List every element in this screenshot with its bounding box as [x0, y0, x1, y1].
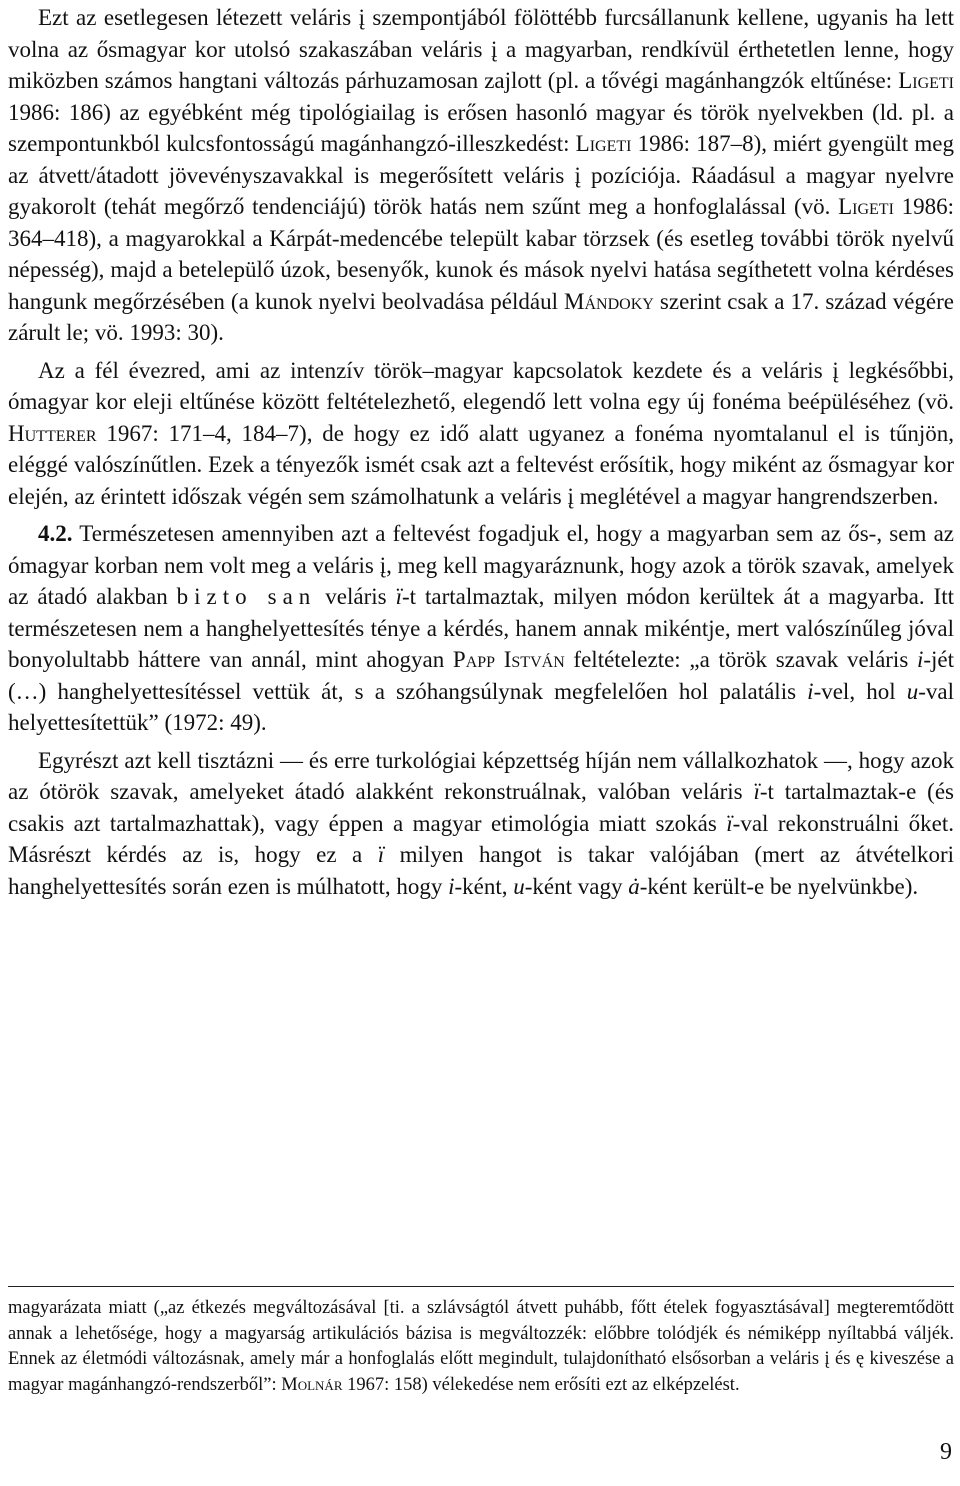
text: -t tartalmaztak-e (és csakis azt tartalmazhattak), vagy éppen a magyar etimológia miatt szokás [8, 779, 954, 836]
paragraph-2 [8, 355, 954, 513]
text: meglétével a magyar hangrendszerben. [573, 483, 939, 509]
phonetic-symbol: i [807, 678, 814, 704]
phonetic-symbol: u [513, 873, 525, 899]
text: -ként vagy [524, 873, 629, 899]
author-name: Ligeti [898, 68, 954, 93]
text: Ezt az esetlegesen létezett veláris [38, 5, 359, 30]
text: -t tartalmaztak, milyen módon kerültek át a magyarba. Itt természetesen nem a hanghelyettesítés ténye a kérdés, hanem annak mikéntje, mert valószínűleg jóval bonyolultabb háttere van annál, mint ahogyan [8, 584, 954, 672]
phonetic-symbol: ę [855, 1349, 865, 1369]
text: feltételezte: „a török szavak veláris [564, 647, 917, 672]
footnote-text [8, 1296, 954, 1398]
author-name: Molnár [281, 1374, 343, 1395]
phonetic-symbol: i [916, 647, 924, 672]
phonetic-symbol: į [824, 1349, 830, 1369]
author-name: Hutterer [8, 420, 97, 446]
text: veláris [316, 584, 396, 609]
text: Az a fél évezred, ami az intenzív török–magyar kapcsolatok kezdete és a veláris [38, 357, 833, 383]
text: Természetesen amennyiben azt a feltevést fogadjuk el, hogy a magyarban sem az ős-, sem az ómagyar korban nem volt meg a veláris [8, 521, 954, 578]
footnote [8, 1296, 954, 1398]
phonetic-symbol: į [491, 36, 498, 62]
phonetic-symbol: ȧ [628, 873, 640, 899]
phonetic-symbol: į [567, 483, 574, 509]
phonetic-symbol: į [379, 552, 387, 578]
text: 1967: 158) vélekedése nem erősíti ezt az elképzelést. [342, 1374, 740, 1395]
section-number: 4.2. [38, 521, 73, 546]
phonetic-symbol: i [448, 873, 455, 899]
text: -ként került-e be nyelvünkbe). [639, 873, 919, 899]
text: -val helyettesítettük” (1972: 49). [8, 678, 954, 735]
phonetic-symbol: u [906, 678, 919, 704]
text: -ként, [454, 873, 514, 899]
text: 1986: 186) az egyébként még tipológiailag is erősen hasonló magyar és török nyelvekben (ld. pl. a szempontunkból kulcsfontosságú magánhangzó-illeszkedést: [8, 99, 954, 156]
text: szerint csak a 17. század végére zárult le; vö. 1993: 30). [8, 288, 955, 345]
author-name: Ligeti [838, 194, 894, 219]
text: és [829, 1349, 856, 1369]
phonetic-symbol: ï [377, 842, 385, 867]
phonetic-symbol: į [832, 357, 839, 383]
text: 1986: 364–418), a magyarokkal a Kárpát-medencébe települt kabar törzsek (és esetleg további török nyelvű népesség), majd a betelepülő úzok, besenyők, kunok és mások nyelvi hatása segíthetett volna kérdéses hangunk megőrzésében (a kunok nyelvi beolvadása például [8, 194, 954, 314]
text: pozíciója. Ráadásul a magyar nyelvre gyakorolt (tehát megőrző tendenciájú) török hatás nem szűnt meg a honfoglalással (vö. [8, 162, 954, 219]
text: , meg kell magyaráznunk, hogy azok a török szavak, amelyek az átadó alakban [8, 552, 954, 609]
paragraph-1 [8, 2, 954, 349]
author-name: Mándoky [564, 288, 654, 314]
phonetic-symbol: į [574, 162, 581, 188]
phonetic-symbol: į [358, 5, 365, 30]
page-number: 9 [940, 1439, 952, 1465]
text: -jét (…) hanghelyettesítéssel vettük át, s a szóhangsúlynak megfelelően hol palatális [8, 647, 955, 704]
footnote-divider [8, 1286, 954, 1287]
paragraph-4 [8, 745, 954, 903]
phonetic-symbol: ï [726, 810, 733, 836]
text: 1986: 187–8), miért gyengült meg az átvett/átadott jövevényszavakkal is megerősített veláris [8, 131, 954, 188]
phonetic-symbol: ï [395, 584, 402, 609]
text: legkésőbbi, ómagyar kor eleji eltűnése között feltételezhető, elegendő lett volna egy új fonéma beépüléséhez (vö. [8, 357, 954, 414]
paragraph-3 [8, 518, 954, 739]
text: a magyarban, rendkívül érthetetlen lenne, hogy miközben számos hangtani változás párhuzamosan zajlott (pl. a tővégi magánhangzók eltűnése: [8, 36, 954, 93]
text: -val rekonstruálni őket. Másrészt kérdés az is, hogy ez a [8, 810, 955, 867]
text: szempontjából fölöttébb furcsállanunk kellene, ugyanis ha lett volna az ősmagyar kor utolsó szakaszában veláris [8, 5, 954, 62]
text: kiveszése a magyar magánhangzó-rendszerből”: [8, 1349, 954, 1395]
text: Egyrészt azt kell tisztázni — és erre turkológiai képzettség híján nem vállalkozhatok —, hogy azok az ótörök szavak, amelyeket átadó alakként rekonstruálnak, valóban veláris [8, 747, 954, 804]
author-name: Papp István [452, 647, 565, 672]
text: milyen hangot is takar valójában (mert az átvételkori hanghelyettesítés során ezen is múlhatott, hogy [8, 842, 954, 899]
phonetic-symbol: ï [753, 779, 760, 804]
main-text [8, 2, 954, 908]
emphasized-word: bizto san [176, 584, 317, 609]
text: magyarázata miatt („az étkezés megváltozásával [ti. a szlávságtól átvett puhább, főtt ételek fogyasztásával] megteremtődött annak a lehetősége, hogy a magyarság artikulációs bázisa is megváltozzék: előbbre tolódjék és némiképp nyíltabbá váljék. Ennek az életmódi változásnak, amely már a honfoglalás előtt megindult, tulajdonítható elsősorban a veláris [8, 1298, 954, 1369]
author-name: Ligeti [575, 131, 632, 156]
text: -vel, hol [813, 678, 907, 704]
text: 1967: 171–4, 184–7), de hogy ez idő alatt ugyanez a fonéma nyomtalanul el is tűnjön, eléggé valószínűtlen. Ezek a tényezők ismét csak azt a feltevést erősítik, hogy miként az ősmagyar kor elején, az érintett időszak végén sem számolhatunk a veláris [8, 420, 954, 509]
